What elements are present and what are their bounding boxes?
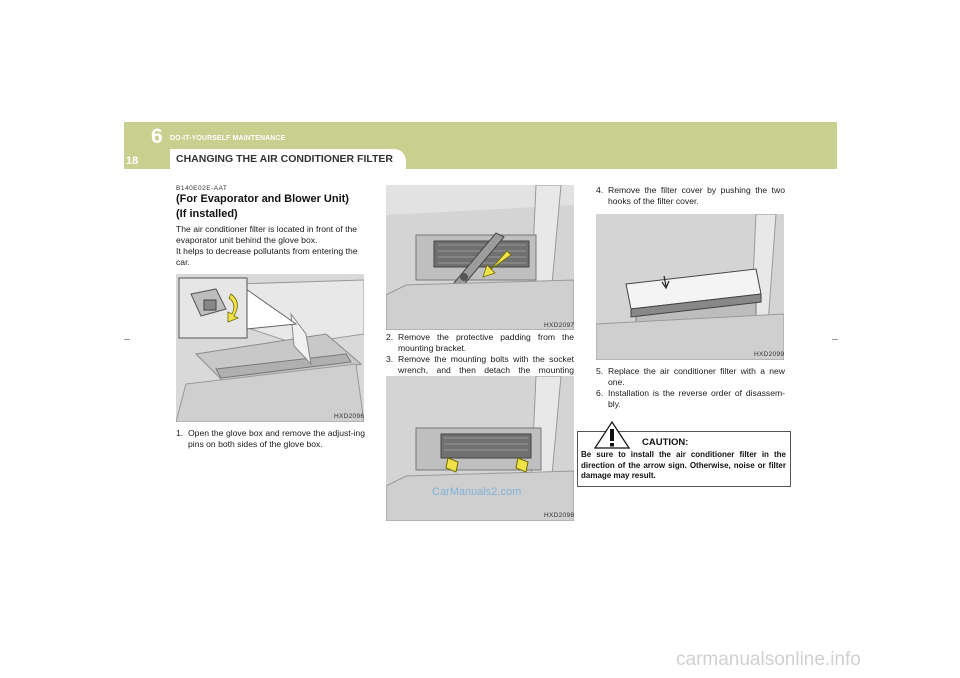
intro-para-2: It helps to decrease pollutants from entering the car. <box>176 246 358 267</box>
filter-cover-illustration <box>596 214 784 360</box>
section-code: B140E02E-AAT <box>176 185 228 192</box>
step-4: 4. Remove the filter cover by pushing the two hooks of the filter cover. <box>596 185 785 206</box>
mounting-bolts-illustration <box>386 376 574 521</box>
step-5: 5. Replace the air conditioner filter with a new one. <box>596 366 785 387</box>
warning-icon <box>594 421 630 449</box>
figure-1-code: HXD2096 <box>334 413 365 420</box>
figure-glove-box <box>176 274 364 422</box>
figure-mounting-bolts <box>386 376 574 521</box>
figure-3-code: HXD2098 <box>544 512 575 519</box>
steps-list-1 <box>176 428 365 450</box>
mounting-bracket-illustration <box>386 185 574 330</box>
chapter-title: DO-IT-YOURSELF MAINTENANCE <box>170 135 286 142</box>
steps-list-3 <box>596 185 785 207</box>
glove-box-illustration <box>176 274 364 422</box>
figure-filter-cover <box>596 214 784 360</box>
section-title: CHANGING THE AIR CONDITIONER FILTER <box>176 153 393 165</box>
heading-line-1: (For Evaporator and Blower Unit) <box>176 193 349 205</box>
watermark: CarManuals2.com <box>432 486 522 498</box>
step-6: 6. Installation is the reverse order of disassem-bly. <box>596 388 785 409</box>
figure-mounting-bracket <box>386 185 574 330</box>
steps-list-4 <box>596 366 785 410</box>
margin-mark-right <box>832 339 838 340</box>
page-number: 18 <box>126 155 139 167</box>
step-3: 3. Remove the mounting bolts with the socket wrench, and then detach the mounting <box>386 354 574 375</box>
step-1: 1. Open the glove box and remove the adjust-ing pins on both sides of the glove box. <box>176 428 365 449</box>
section-heading <box>176 192 376 222</box>
chapter-number: 6 <box>151 125 163 148</box>
caution-title: CAUTION: <box>642 437 689 448</box>
intro-para-1: The air conditioner filter is located in front of the evaporator unit behind the glove box. <box>176 224 358 245</box>
intro-paragraph <box>176 224 365 268</box>
margin-mark-left <box>124 339 130 340</box>
footer-site: carmanualsonline.info <box>676 649 861 670</box>
figure-4-code: HXD2099 <box>754 351 785 358</box>
caution-text: Be sure to install the air conditioner filter in the direction of the arrow sign. Otherwise, noise or filter damage may result. <box>581 450 786 480</box>
step-2: 2. Remove the protective padding from the mounting bracket. <box>386 332 574 353</box>
heading-line-2: (If installed) <box>176 208 238 220</box>
figure-2-code: HXD2097 <box>544 322 575 329</box>
